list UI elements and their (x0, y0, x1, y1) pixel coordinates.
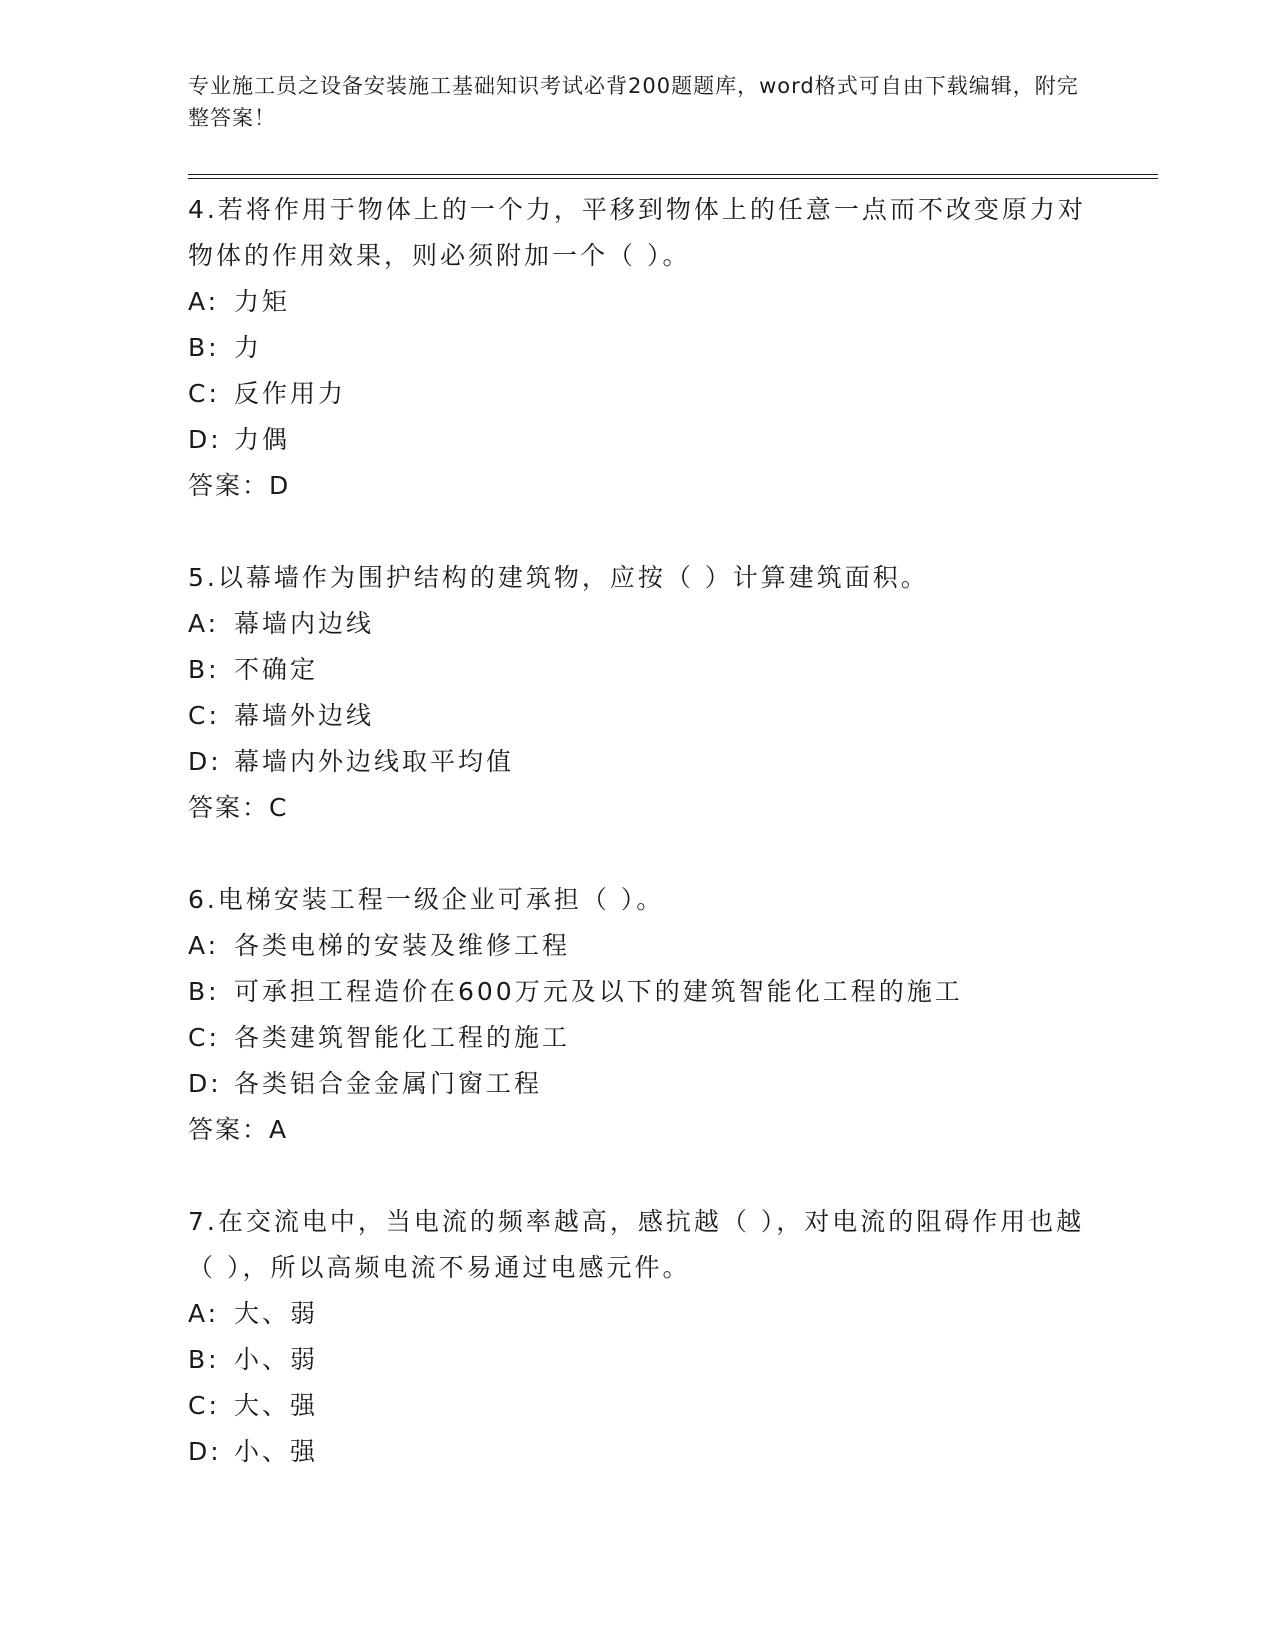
spacer (188, 1153, 1158, 1199)
option-a (188, 923, 1158, 969)
option-letter: B: (188, 333, 220, 362)
option-letter: D: (188, 1437, 222, 1466)
question-list (188, 187, 1158, 1475)
document-page (188, 70, 1158, 1475)
option-b (188, 325, 1158, 371)
header-double-rule (188, 174, 1158, 179)
option-b (188, 647, 1158, 693)
option-a (188, 601, 1158, 647)
option-letter: B: (188, 1345, 220, 1374)
question-stem: 5.以幕墙作为围护结构的建筑物，应按（ ）计算建筑面积。 (188, 563, 929, 592)
option-letter: C: (188, 1023, 220, 1052)
option-letter: B: (188, 977, 220, 1006)
option-c (188, 1015, 1158, 1061)
document-header: 专业施工员之设备安装施工基础知识考试必背200题题库，word格式可自由下载编辑，附完整答案！ (188, 74, 1079, 130)
spacer (188, 831, 1158, 877)
option-text: 可承担工程造价在600万元及以下的建筑智能化工程的施工 (234, 977, 963, 1006)
option-text: 小、弱 (234, 1345, 319, 1374)
option-text: 各类电梯的安装及维修工程 (234, 931, 571, 960)
question-5 (188, 555, 1158, 831)
option-text: 幕墙外边线 (234, 701, 375, 730)
spacer (188, 509, 1158, 555)
option-c (188, 693, 1158, 739)
question-4 (188, 187, 1158, 509)
option-text: 大、弱 (234, 1299, 319, 1328)
option-letter: D: (188, 1069, 222, 1098)
question-stem: 7.在交流电中，当电流的频率越高，感抗越（ ），对电流的阻碍作用也越（ ），所以高频电流不易通过电感元件。 (188, 1207, 1085, 1282)
option-d (188, 1061, 1158, 1107)
option-text: 反作用力 (234, 379, 347, 408)
option-text: 幕墙内外边线取平均值 (234, 747, 515, 776)
option-d (188, 739, 1158, 785)
answer-line: 答案：A (188, 1115, 289, 1144)
option-a (188, 279, 1158, 325)
option-text: 不确定 (234, 655, 319, 684)
option-letter: C: (188, 1391, 220, 1420)
option-c (188, 371, 1158, 417)
option-letter: A: (188, 1299, 220, 1328)
option-letter: D: (188, 747, 222, 776)
option-a (188, 1291, 1158, 1337)
option-b (188, 1337, 1158, 1383)
option-text: 力 (234, 333, 263, 362)
question-7 (188, 1199, 1158, 1475)
option-b (188, 969, 1158, 1015)
option-letter: B: (188, 655, 220, 684)
answer-line: 答案：C (188, 793, 289, 822)
option-text: 幕墙内边线 (234, 609, 375, 638)
option-text: 力矩 (234, 287, 291, 316)
option-text: 小、强 (234, 1437, 319, 1466)
option-letter: A: (188, 287, 220, 316)
answer-line: 答案：D (188, 471, 291, 500)
option-text: 各类建筑智能化工程的施工 (234, 1023, 571, 1052)
question-6 (188, 877, 1158, 1153)
option-letter: C: (188, 701, 220, 730)
option-text: 力偶 (234, 425, 291, 454)
option-c (188, 1383, 1158, 1429)
option-letter: A: (188, 609, 220, 638)
question-stem: 4.若将作用于物体上的一个力，平移到物体上的任意一点而不改变原力对物体的作用效果，则必须附加一个（ ）。 (188, 195, 1086, 270)
option-letter: D: (188, 425, 222, 454)
option-letter: C: (188, 379, 220, 408)
question-stem: 6.电梯安装工程一级企业可承担（ ）。 (188, 885, 665, 914)
option-d (188, 1429, 1158, 1475)
option-text: 各类铝合金金属门窗工程 (234, 1069, 543, 1098)
option-letter: A: (188, 931, 220, 960)
option-text: 大、强 (234, 1391, 319, 1420)
option-d (188, 417, 1158, 463)
